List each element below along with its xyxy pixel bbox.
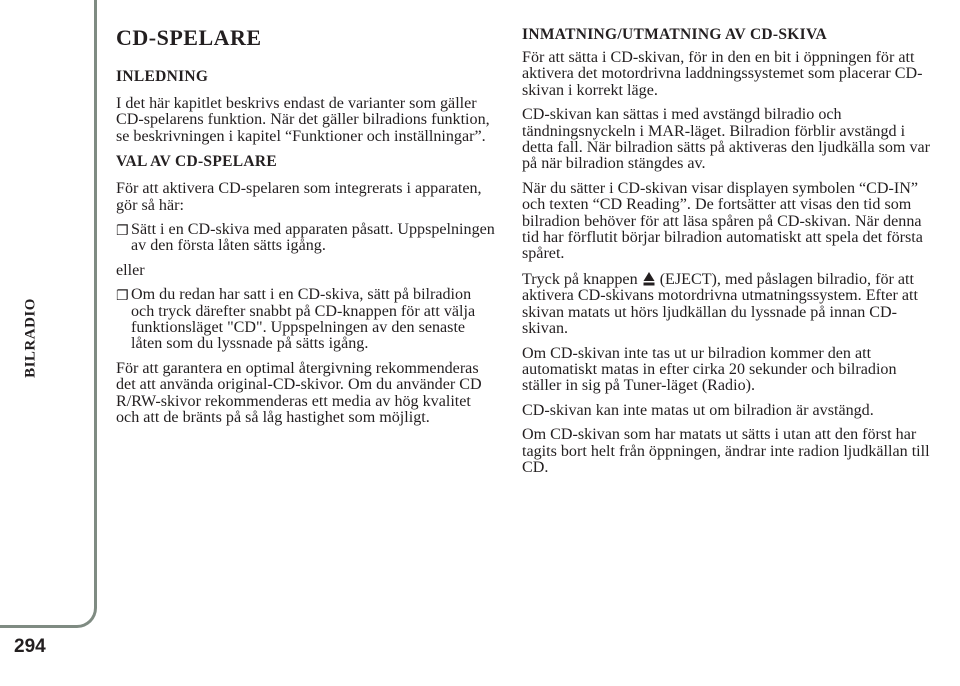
or-text: eller (116, 261, 145, 279)
bullet-text: Om du redan har satt i en CD-skiva, sätt på bilradion och tryck därefter snabbt på CD-knappen för att välja funktionsläget "CD". Uppspelningen av den senaste låten som du lyssnade på sätts igång. (131, 286, 476, 353)
bullet-text: Sätt i en CD-skiva med apparaten påsatt. Uppspelningen av den första låten sätts igång. (131, 221, 495, 255)
select-heading: VAL AV CD-SPELARE (116, 153, 278, 171)
paragraph: CD-skivan kan inte matas ut om bilradion är avstängd. (522, 401, 874, 419)
bullet-item (116, 287, 496, 353)
paragraph: Om CD-skivan som har matats ut sätts i utan att den först har tagits bort helt från öppningen, ändrar inte radion ljudkällan till CD. (522, 426, 930, 476)
left-column (116, 26, 496, 435)
checkbox-icon: ❐ (116, 223, 129, 240)
paragraph: CD-skivan kan sättas i med avstängd bilradio och tändningsnyckeln i MAR-läget. Bilradion förblir avstängd i detta fall. När bilradion sätts på aktiveras den ljudkälla som var på när bilradion stängdes av. (522, 106, 931, 173)
intro-paragraph: I det här kapitlet beskrivs endast de varianter som gäller CD-spelarens funktion. När det gäller bilradions funktion, se beskrivningen i kapitel “Funktioner och inställningar”. (116, 95, 490, 145)
intro-heading: INLEDNING (116, 68, 209, 85)
checkbox-icon: ❐ (116, 288, 129, 305)
right-column (522, 26, 932, 484)
eject-text-after: (EJECT), med påslagen bilradio, för att aktivera CD-skivans motordrivna utmatningssystem. Efter att skivan matats ut hörs ljudkällan du lyssnade på innan CD-skivan. (522, 270, 919, 338)
eject-paragraph (522, 271, 932, 338)
bullet-item (116, 222, 496, 255)
paragraph: När du sätter i CD-skivan visar displayen symbolen “CD-IN” och texten “CD Reading”. De fortsätter att visas den tid som bilradion behöver för att läsa spåren på CD-skivan. När denna tid har förflutit börjar bilradion automatiskt att spela det första spåret. (522, 179, 923, 263)
paragraph: Om CD-skivan inte tas ut ur bilradion kommer den att automatiskt matas in efter cirka 20 sekunder och bilradion ställer in sig på Tuner-läget (Radio). (522, 344, 897, 395)
eject-icon (643, 271, 655, 286)
page-title: CD-SPELARE (116, 25, 262, 50)
select-paragraph: För att aktivera CD-spelaren som integrerats i apparaten, gör så här: (116, 180, 482, 214)
quality-paragraph: För att garantera en optimal återgivning rekommenderas det att använda original-CD-skivor. Om du använder CD R/RW-skivor rekommenderas ett media av hög kvalitet och att de bränts på så låg hastighet som möjligt. (116, 359, 482, 427)
section-tab (0, 0, 97, 628)
eject-text-before: Tryck på knappen (522, 270, 638, 288)
paragraph: För att sätta i CD-skivan, för in den en bit i öppningen för att aktivera det motordrivna laddningssystemet som placerar CD-skivan i korrekt läge. (522, 49, 923, 99)
page-number: 294 (14, 636, 46, 657)
section-label: BILRADIO (22, 298, 39, 378)
insert-eject-heading: INMATNING/UTMATNING AV CD-SKIVA (522, 26, 827, 43)
